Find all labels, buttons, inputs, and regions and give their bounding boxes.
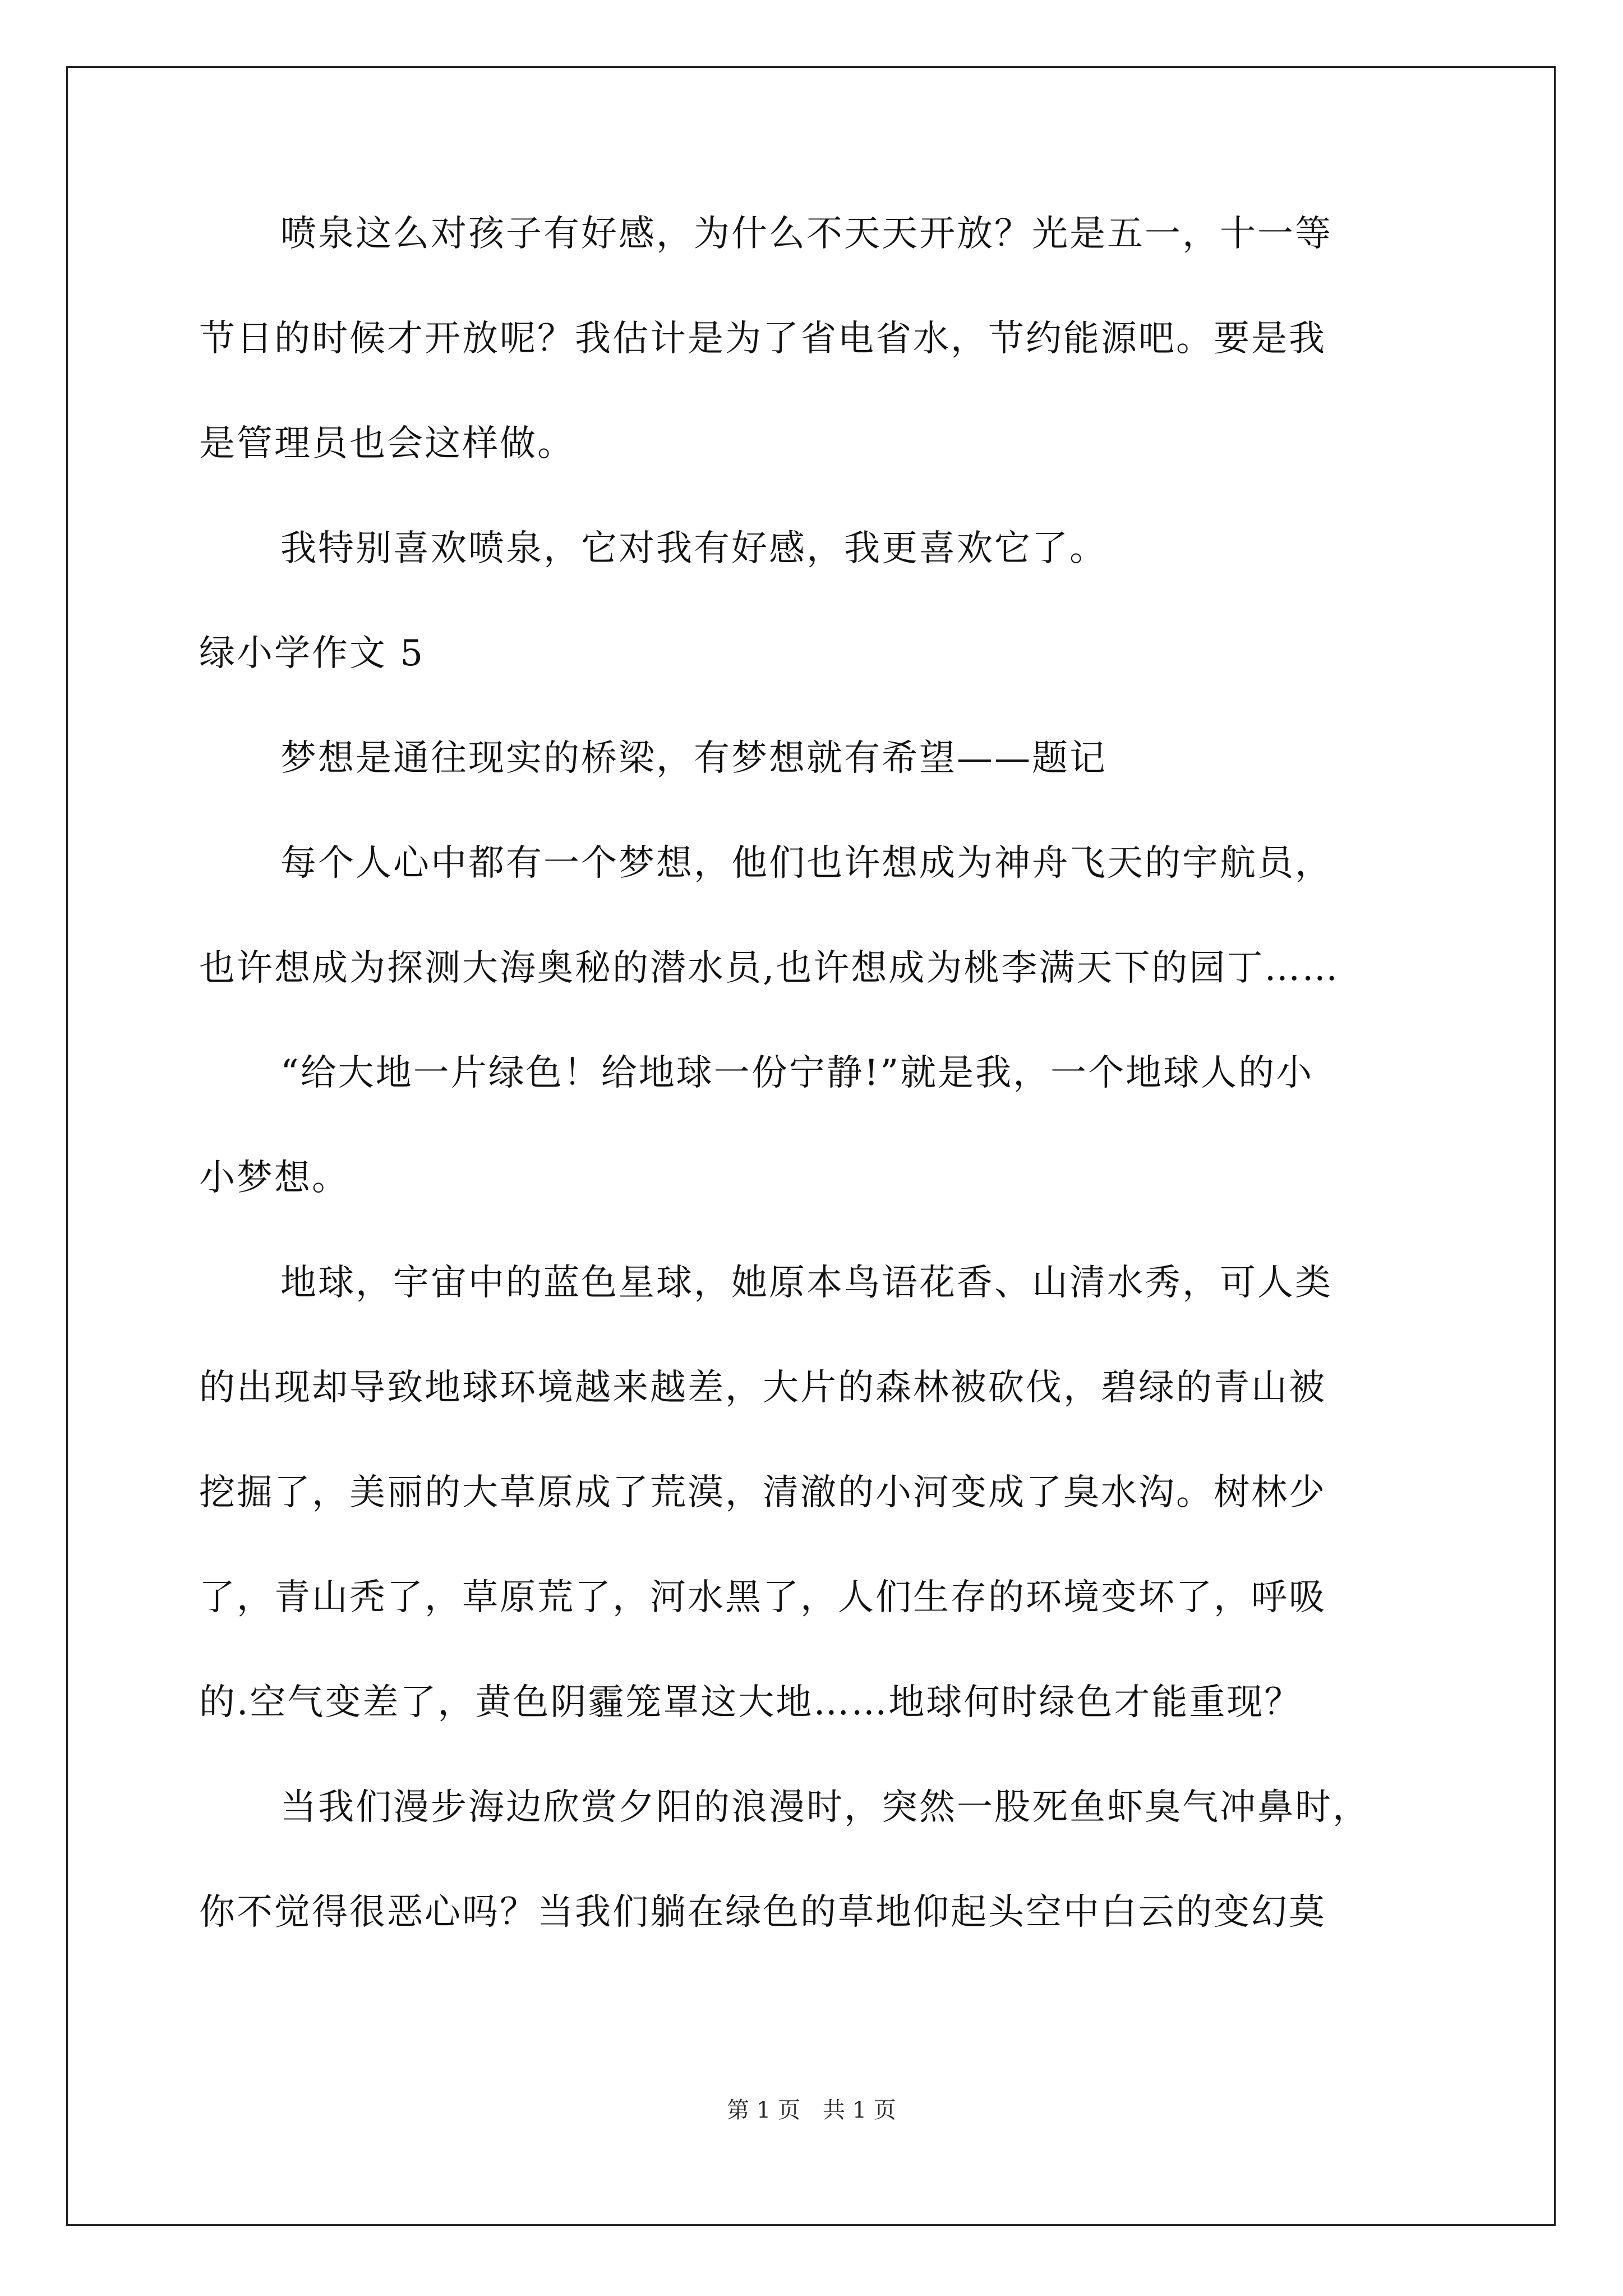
text-line-17: 你不觉得很恶心吗？当我们躺在绿色的草地仰起头空中白云的变幻莫	[199, 1892, 1326, 1933]
text-line-10: 小梦想。	[199, 1157, 349, 1199]
text-line-11: 地球，宇宙中的蓝色星球，她原本鸟语花香、山清水秀，可人类	[280, 1262, 1332, 1304]
text-line-2: 节日的时候才开放呢？我估计是为了省电省水，节约能源吧。要是我	[199, 318, 1326, 360]
text-line-3: 是管理员也会这样做。	[199, 423, 575, 464]
document-body	[199, 213, 1433, 1999]
text-line-9: “给大地一片绿色！给地球一份宁静!”就是我，一个地球人的小	[280, 1052, 1314, 1094]
text-line-14: 了，青山秃了，草原荒了，河水黑了，人们生存的环境变坏了，呼吸	[199, 1577, 1326, 1618]
section-heading: 绿小学作文 5	[199, 633, 425, 674]
text-line-6: 梦想是通往现实的桥梁，有梦想就有希望——题记	[280, 738, 1107, 779]
page-footer: 第 1 页 共 1 页	[727, 2097, 896, 2123]
text-line-16: 当我们漫步海边欣赏夕阳的浪漫时，突然一股死鱼虾臭气冲鼻时，	[280, 1787, 1370, 1828]
text-line-8: 也许想成为探测大海奥秘的潜水员,也许想成为桃李满天下的园丁……	[199, 947, 1340, 989]
text-line-15: 的.空气变差了，黄色阴霾笼罩这大地……地球何时绿色才能重现？	[199, 1682, 1302, 1723]
text-line-4: 我特别喜欢喷泉，它对我有好感，我更喜欢它了。	[280, 528, 1107, 569]
text-line-1: 喷泉这么对孩子有好感，为什么不天天开放？光是五一，十一等	[280, 213, 1332, 255]
text-line-12: 的出现却导致地球环境越来越差，大片的森林被砍伐，碧绿的青山被	[199, 1367, 1326, 1409]
text-line-13: 挖掘了，美丽的大草原成了荒漠，清澈的小河变成了臭水沟。树林少	[199, 1472, 1326, 1513]
text-line-7: 每个人心中都有一个梦想，他们也许想成为神舟飞天的宇航员，	[280, 843, 1332, 884]
